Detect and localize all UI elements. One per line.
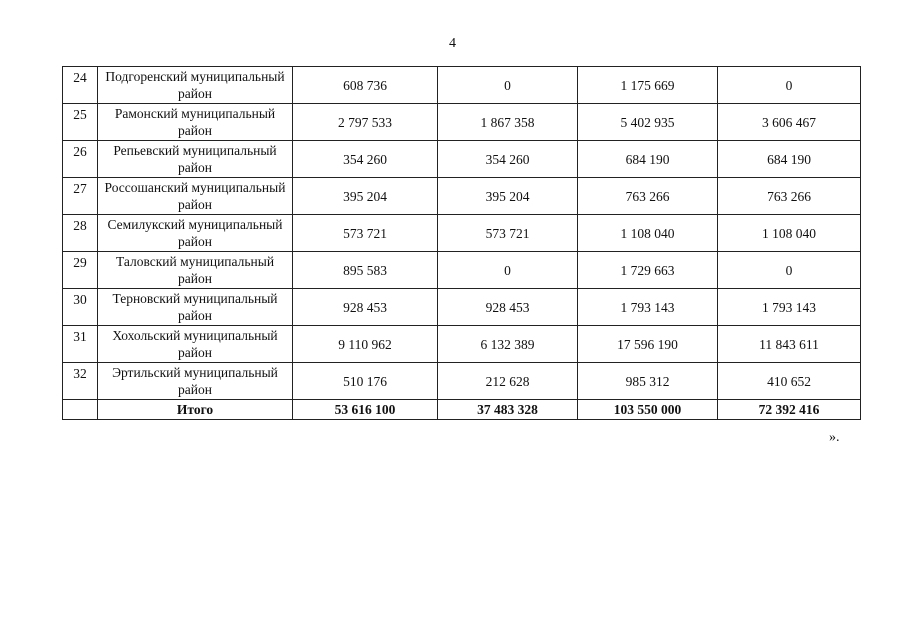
district-name-cell <box>98 326 293 363</box>
row-number: 31 <box>73 329 87 344</box>
amount-cell-3: 1 729 663 <box>578 252 718 289</box>
row-number-cell <box>63 326 98 363</box>
amount-cell-1: 395 204 <box>293 178 438 215</box>
district-name: Эртильский муниципальный район <box>112 365 278 397</box>
row-number: 25 <box>73 107 87 122</box>
district-name-cell <box>98 215 293 252</box>
row-number: 27 <box>73 181 87 196</box>
district-name-cell <box>98 289 293 326</box>
table-row <box>63 215 861 252</box>
amount-cell-2: 1 867 358 <box>438 104 578 141</box>
row-number-cell <box>63 289 98 326</box>
table-row <box>63 178 861 215</box>
closing-quote-mark: ». <box>829 430 840 445</box>
amount-cell-1: 9 110 962 <box>293 326 438 363</box>
row-number-cell <box>63 141 98 178</box>
amount-cell-2: 212 628 <box>438 363 578 400</box>
total-amount-4: 72 392 416 <box>718 400 861 420</box>
district-name: Россошанский муниципальный район <box>104 180 286 212</box>
amount-cell-3: 17 596 190 <box>578 326 718 363</box>
table-row <box>63 67 861 104</box>
amount-cell-1: 608 736 <box>293 67 438 104</box>
district-name-cell <box>98 67 293 104</box>
amount-cell-4: 763 266 <box>718 178 861 215</box>
total-amount-3: 103 550 000 <box>578 400 718 420</box>
row-number-cell <box>63 252 98 289</box>
amount-cell-4: 684 190 <box>718 141 861 178</box>
row-number-cell <box>63 215 98 252</box>
table-row <box>63 252 861 289</box>
amount-cell-2: 0 <box>438 67 578 104</box>
district-name: Терновский муниципальный район <box>112 291 278 323</box>
district-name-cell <box>98 178 293 215</box>
amount-cell-1: 573 721 <box>293 215 438 252</box>
amount-cell-1: 510 176 <box>293 363 438 400</box>
row-number: 30 <box>73 292 87 307</box>
amount-cell-4: 3 606 467 <box>718 104 861 141</box>
amount-cell-3: 1 793 143 <box>578 289 718 326</box>
amount-cell-4: 1 793 143 <box>718 289 861 326</box>
amount-cell-3: 985 312 <box>578 363 718 400</box>
district-name-cell <box>98 252 293 289</box>
amount-cell-4: 11 843 611 <box>718 326 861 363</box>
amount-cell-3: 763 266 <box>578 178 718 215</box>
amount-cell-4: 0 <box>718 252 861 289</box>
row-number: 28 <box>73 218 87 233</box>
total-label: Итого <box>98 400 293 420</box>
district-name: Хохольский муниципальный район <box>112 328 278 360</box>
amount-cell-2: 573 721 <box>438 215 578 252</box>
page-number: 4 <box>449 36 456 51</box>
district-name: Рамонский муниципальный район <box>114 106 276 138</box>
total-number-cell <box>63 400 98 420</box>
row-number: 29 <box>73 255 87 270</box>
table-row <box>63 289 861 326</box>
table-row <box>63 363 861 400</box>
district-name: Репьевский муниципальный район <box>113 143 277 175</box>
district-name: Подгоренский муниципальный район <box>105 69 285 101</box>
row-number-cell <box>63 67 98 104</box>
row-number: 26 <box>73 144 87 159</box>
row-number: 32 <box>73 366 87 381</box>
amount-cell-3: 5 402 935 <box>578 104 718 141</box>
row-number-cell <box>63 104 98 141</box>
amount-cell-1: 928 453 <box>293 289 438 326</box>
amount-cell-1: 895 583 <box>293 252 438 289</box>
total-amount-2: 37 483 328 <box>438 400 578 420</box>
amount-cell-2: 928 453 <box>438 289 578 326</box>
budget-allocation-table <box>62 66 861 420</box>
district-name-cell <box>98 104 293 141</box>
district-name-cell <box>98 363 293 400</box>
row-number-cell <box>63 363 98 400</box>
amount-cell-3: 1 175 669 <box>578 67 718 104</box>
total-row <box>63 400 861 420</box>
amount-cell-2: 395 204 <box>438 178 578 215</box>
amount-cell-1: 2 797 533 <box>293 104 438 141</box>
district-name-cell <box>98 141 293 178</box>
table-row <box>63 141 861 178</box>
row-number-cell <box>63 178 98 215</box>
amount-cell-2: 6 132 389 <box>438 326 578 363</box>
table-row <box>63 104 861 141</box>
amount-cell-4: 410 652 <box>718 363 861 400</box>
district-name: Семилукский муниципальный район <box>107 217 283 249</box>
row-number: 24 <box>73 70 87 85</box>
amount-cell-3: 1 108 040 <box>578 215 718 252</box>
amount-cell-3: 684 190 <box>578 141 718 178</box>
amount-cell-4: 0 <box>718 67 861 104</box>
amount-cell-2: 354 260 <box>438 141 578 178</box>
amount-cell-1: 354 260 <box>293 141 438 178</box>
amount-cell-4: 1 108 040 <box>718 215 861 252</box>
amount-cell-2: 0 <box>438 252 578 289</box>
total-amount-1: 53 616 100 <box>293 400 438 420</box>
district-name: Таловский муниципальный район <box>115 254 275 286</box>
table-row <box>63 326 861 363</box>
